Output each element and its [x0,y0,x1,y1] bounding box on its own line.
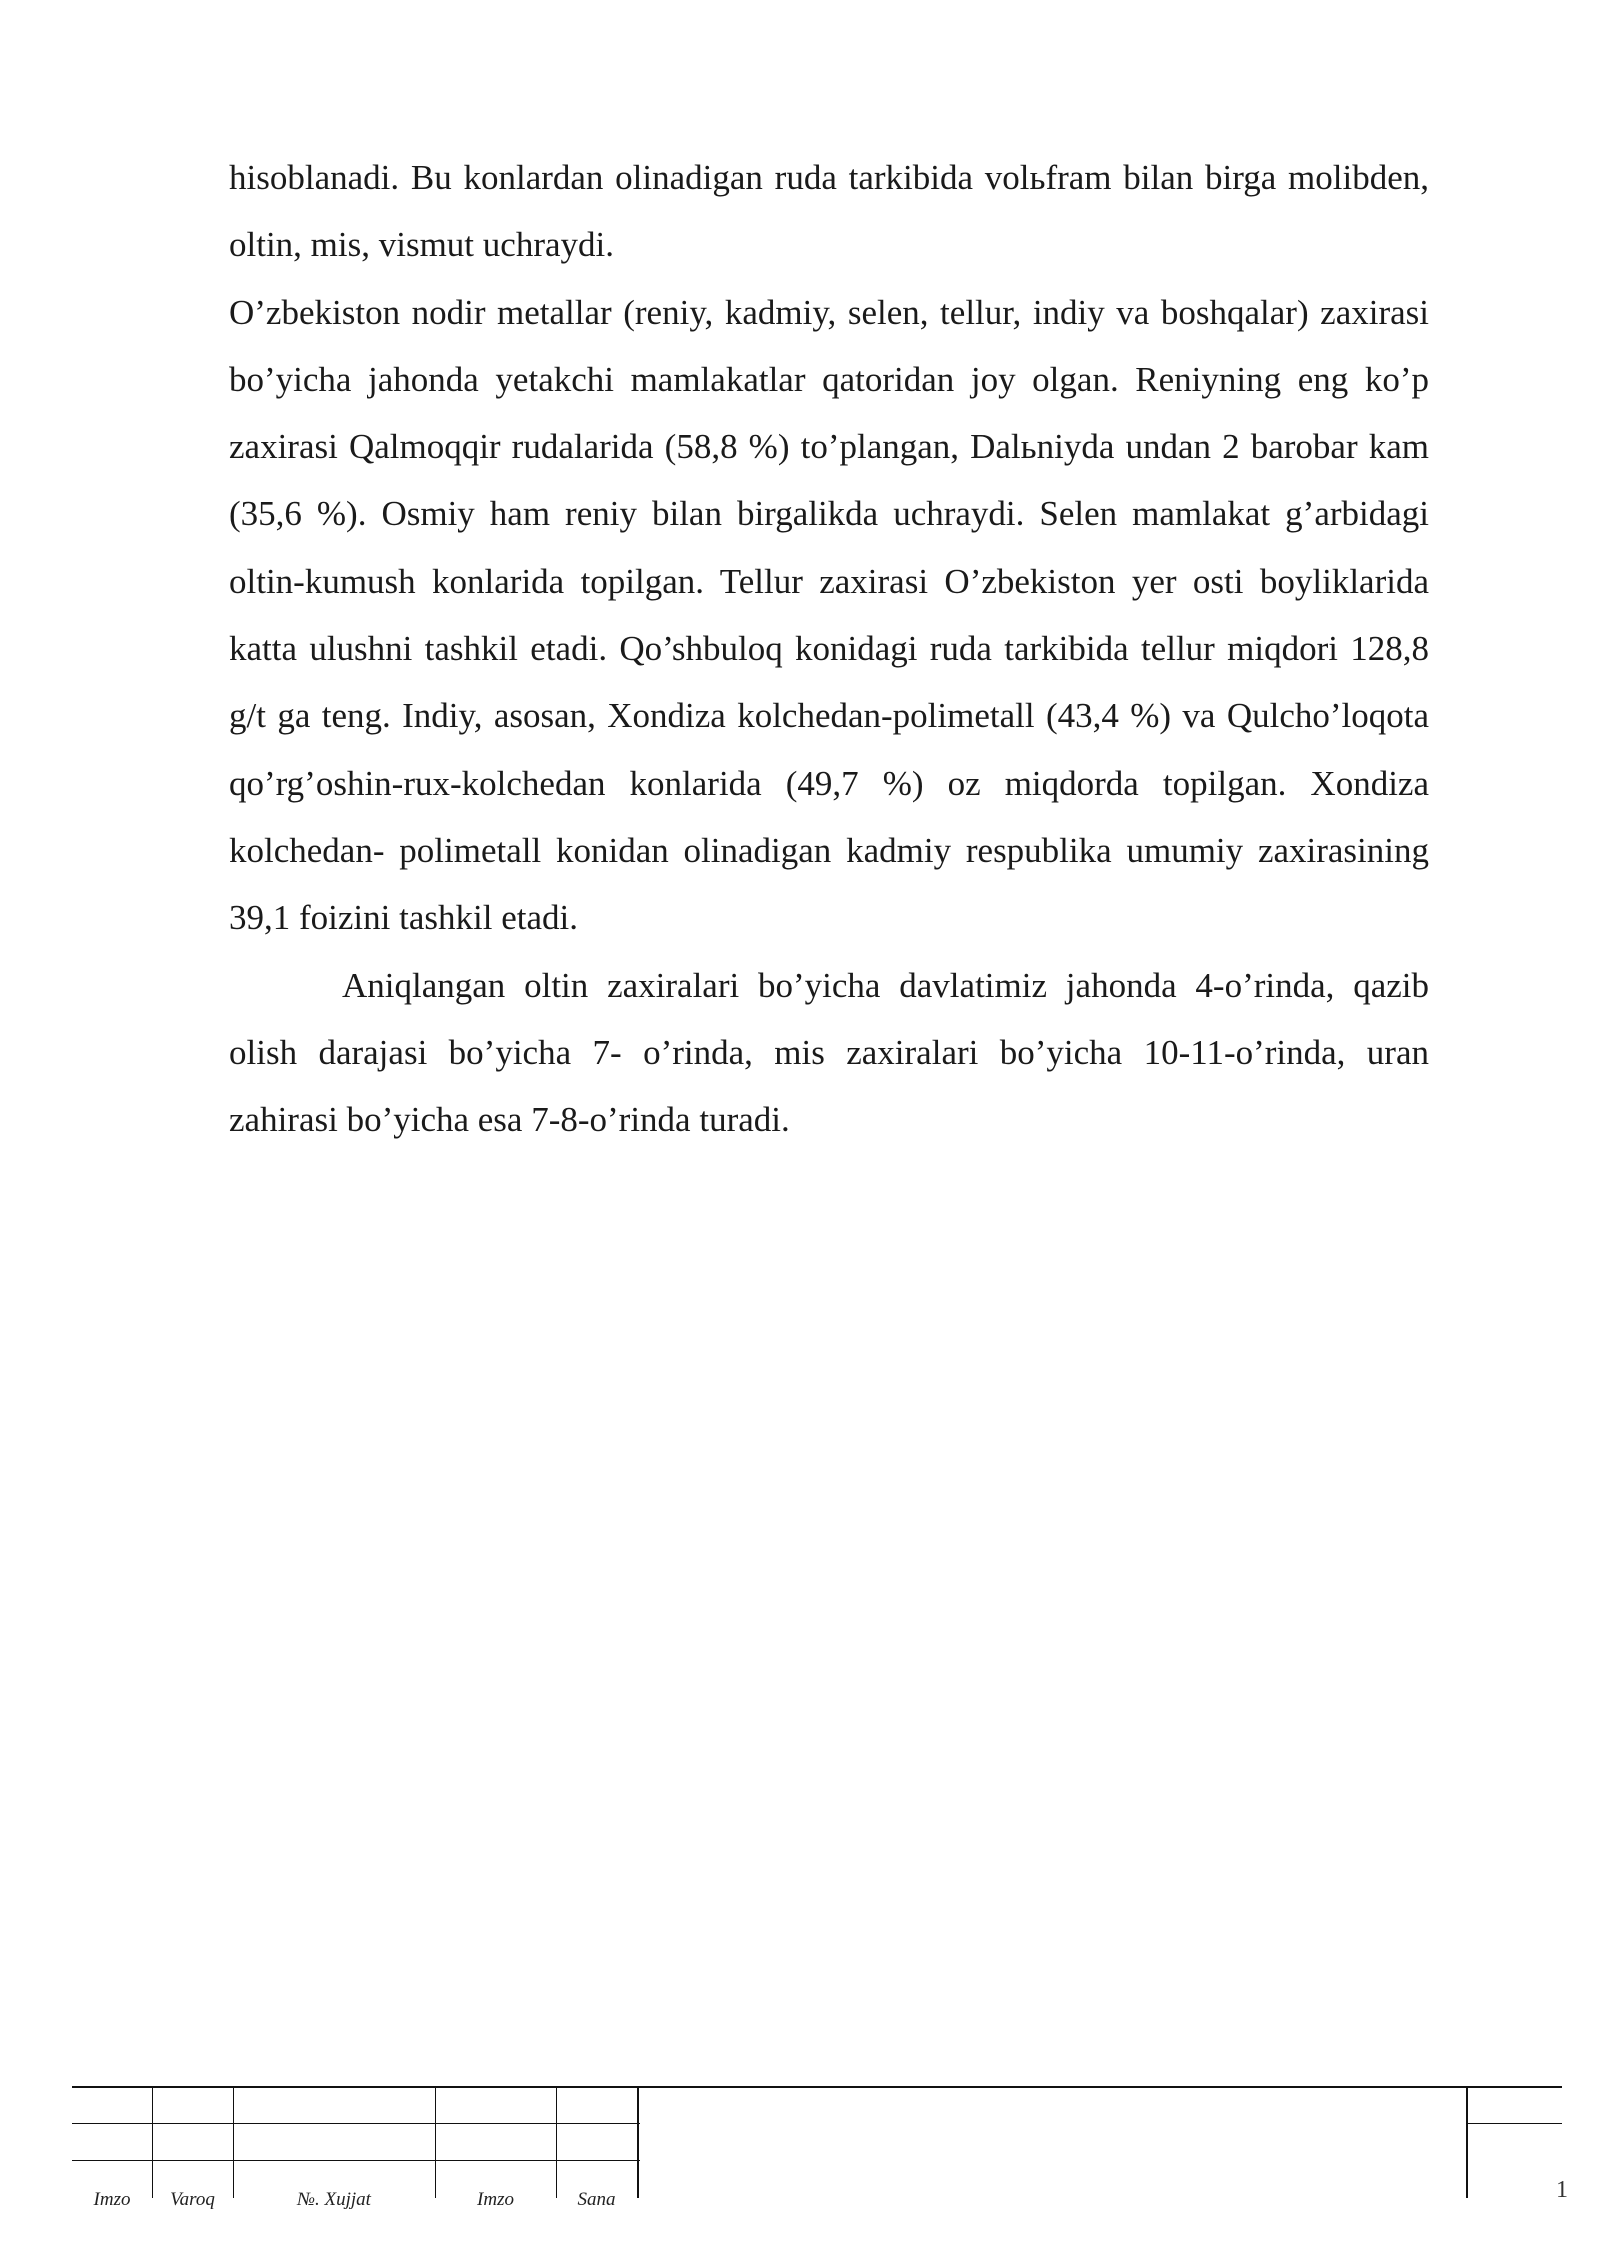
frame-col-line [233,2086,234,2198]
document-body [229,144,1429,1153]
label-imzo: Imzo [93,2189,131,2210]
paragraph-3: Aniqlangan oltin zaxiralari bo’yicha davlatimiz jahonda 4-o’rinda, qazib olish darajasi bo’yicha 7- o’rinda, mis zaxiralari bo’yicha 10-11-o’rinda, uran zahirasi bo’yicha esa 7-8-o’rinda turadi. [229,965,1429,1140]
frame-mid-line-right [1467,2123,1562,2124]
frame-row-line [72,2160,640,2161]
label-varoq: Varoq [170,2189,215,2210]
frame-col-line [637,2086,639,2198]
frame-col-line [556,2086,557,2198]
page-number: 1 [1556,2177,1568,2203]
paragraph-2: O’zbekiston nodir metallar (reniy, kadmiy, selen, tellur, indiy va boshqalar) zaxirasi bo’yicha jahonda yetakchi mamlakatlar qatoridan joy olgan. Reniyning eng ko’p zaxirasi Qalmoqqir rudalarida (58,8 %) to’plangan, Dalьniyda undan 2 barobar kam (35,6 %). Osmiy ham reniy bilan birgalikda uchraydi. Selen mamlakat g’arbidagi oltin-kumush konlarida topilgan. Tellur zaxirasi O’zbekiston yer osti boyliklarida katta ulushni tashkil etadi. Qo’shbuloq konidagi ruda tarkibida tellur miqdori 128,8 g/t ga teng. Indiy, asosan, Xondiza kolchedan-polimetall (43,4 %) va Qulcho’loqota qo’rg’oshin-rux-kolchedan konlarida (49,7 %) oz miqdorda topilgan. Xondiza kolchedan- polimetall konidan olinadigan kadmiy respublika umumiy zaxirasining 39,1 foizini tashkil etadi. [229,292,1429,938]
label-sana: Sana [577,2189,616,2210]
frame-col-line [435,2086,436,2198]
frame-col-line [152,2086,153,2198]
frame-mid-line [72,2123,640,2124]
label-imzo-2: Imzo [477,2189,514,2210]
paragraph-1: hisoblanadi. Bu konlardan olinadigan ruda tarkibida volьfram bilan birga molibden, oltin, mis, vismut uchraydi. [229,158,1429,265]
label-hujjat-number: №. Xujjat [297,2189,371,2210]
frame-col-line [1466,2086,1468,2198]
frame-top-line [72,2086,1562,2088]
